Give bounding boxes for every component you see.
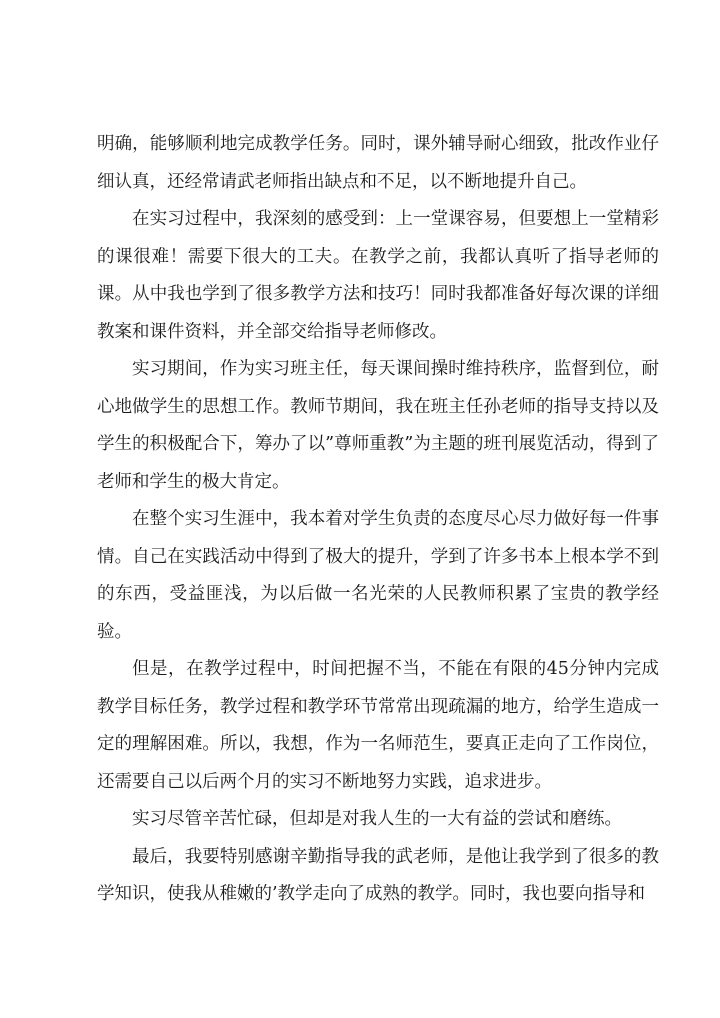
paragraph-internship-career: 在整个实习生涯中，我本着对学生负责的态度尽心尽力做好每一件事情。自己在实践活动中得到了极大的提升，学到了许多书本上根本学不到的东西，受益匪浅，为以后做一名光荣的人民教师积累了宝贵的教学经验。 bbox=[97, 509, 659, 642]
paragraph-continuation: 明确，能够顺利地完成教学任务。同时，课外辅导耐心细致，批改作业仔细认真，还经常请武老师指出缺点和不足，以不断地提升自己。 bbox=[97, 134, 659, 192]
paragraph-summary: 实习尽管辛苦忙碌，但却是对我人生的一大有益的尝试和磨练。 bbox=[132, 809, 622, 829]
paragraph-shortcomings: 但是，在教学过程中，时间把握不当，不能在有限的45分钟内完成教学目标任务，教学过程和教学环节常常出现疏漏的地方，给学生造成一定的理解困难。所以，我想，作为一名师范生，要真正走向了工作岗位，还需要自己以后两个月的实习不断地努力实践，追求进步。 bbox=[97, 659, 659, 792]
paragraph-class-teacher: 实习期间，作为实习班主任，每天课间操时维持秩序，监督到位，耐心地做学生的思想工作。教师节期间，我在班主任孙老师的指导支持以及学生的积极配合下，筹办了以”尊师重教”为主题的班刊展览活动，得到了老师和学生的极大肯定。 bbox=[97, 359, 659, 492]
document-body bbox=[97, 126, 659, 914]
paragraph-thanks: 最后，我要特别感谢辛勤指导我的武老师，是他让我学到了很多的教学知识，使我从稚嫩的’教学走向了成熟的教学。同时，我也要向指导和 bbox=[97, 846, 659, 904]
paragraph-teaching-feeling: 在实习过程中，我深刻的感受到：上一堂课容易，但要想上一堂精彩的课很难！需要下很大的工夫。在教学之前，我都认真听了指导老师的课。从中我也学到了很多教学方法和技巧！同时我都准备好每次课的详细教案和课件资料，并全部交给指导老师修改。 bbox=[97, 209, 659, 342]
